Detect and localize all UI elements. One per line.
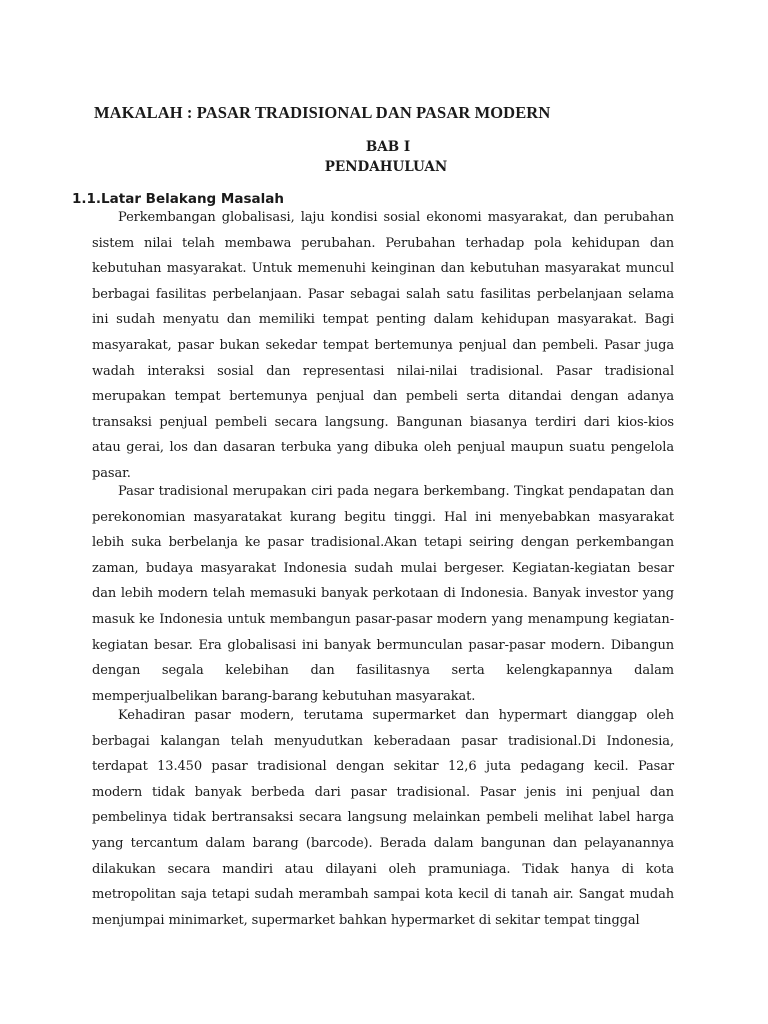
chapter-number: BAB I [365,139,411,155]
document-title: MAKALAH : PASAR TRADISIONAL DAN PASAR MODERN [94,103,551,122]
section-heading: 1.1.Latar Belakang Masalah [72,191,284,207]
body-paragraph: Pasar tradisional merupakan ciri pada negara berkembang. Tingkat pendapatan dan perekonomian masyaratakat kurang begitu tinggi. Hal ini menyebabkan masyarakat lebih suka berbelanja ke pasar tradisional.Akan tetapi seiring dengan perkembangan zaman, budaya masyarakat Indonesia sudah mulai bergeser. Kegiatan-kegiatan besar dan lebih modern telah memasuki banyak perkotaan di Indonesia. Banyak investor yang masuk ke Indonesia untuk membangun pasar-pasar modern yang menampung kegiatan-kegiatan besar. Era globalisasi ini banyak bermunculan pasar-pasar modern. Dibangun dengan segala kelebihan dan fasilitasnya serta kelengkapannya dalam memperjualbelikan barang-barang kebutuhan masyarakat. [92,484,674,704]
body-paragraph: Kehadiran pasar modern, terutama supermarket dan hypermart dianggap oleh berbagai kalangan telah menyudutkan keberadaan pasar tradisional.Di Indonesia, terdapat 13.450 pasar tradisional dengan sekitar 12,6 juta pedagang kecil. Pasar modern tidak banyak berbeda dari pasar tradisional. Pasar jenis ini penjual dan pembelinya tidak bertransaksi secara langsung melainkan pembeli melihat label harga yang tercantum dalam barang (barcode). Berada dalam bangunan dan pelayanannya dilakukan secara mandiri atau dilayani oleh pramuniaga. Tidak hanya di kota metropolitan saja tetapi sudah merambah sampai kota kecil di tanah air. Sangat mudah menjumpai minimarket, supermarket bahkan hypermarket di sekitar tempat tinggal [92,708,674,928]
body-paragraph: Perkembangan globalisasi, laju kondisi sosial ekonomi masyarakat, dan perubahan sistem nilai telah membawa perubahan. Perubahan terhadap pola kehidupan dan kebutuhan masyarakat. Untuk memenuhi keinginan dan kebutuhan masyarakat muncul berbagai fasilitas perbelanjaan. Pasar sebagai salah satu fasilitas perbelanjaan selama ini sudah menyatu dan memiliki tempat penting dalam kehidupan masyarakat. Bagi masyarakat, pasar bukan sekedar tempat bertemunya penjual dan pembeli. Pasar juga wadah interaksi sosial dan representasi nilai-nilai tradisional. Pasar tradisional merupakan tempat bertemunya penjual dan pembeli serta ditandai dengan adanya transaksi penjual pembeli secara langsung. Bangunan biasanya terdiri dari kios-kios atau gerai, los dan dasaran terbuka yang dibuka oleh penjual maupun suatu pengelola pasar. [92,210,674,481]
chapter-title: PENDAHULUAN [324,159,448,175]
